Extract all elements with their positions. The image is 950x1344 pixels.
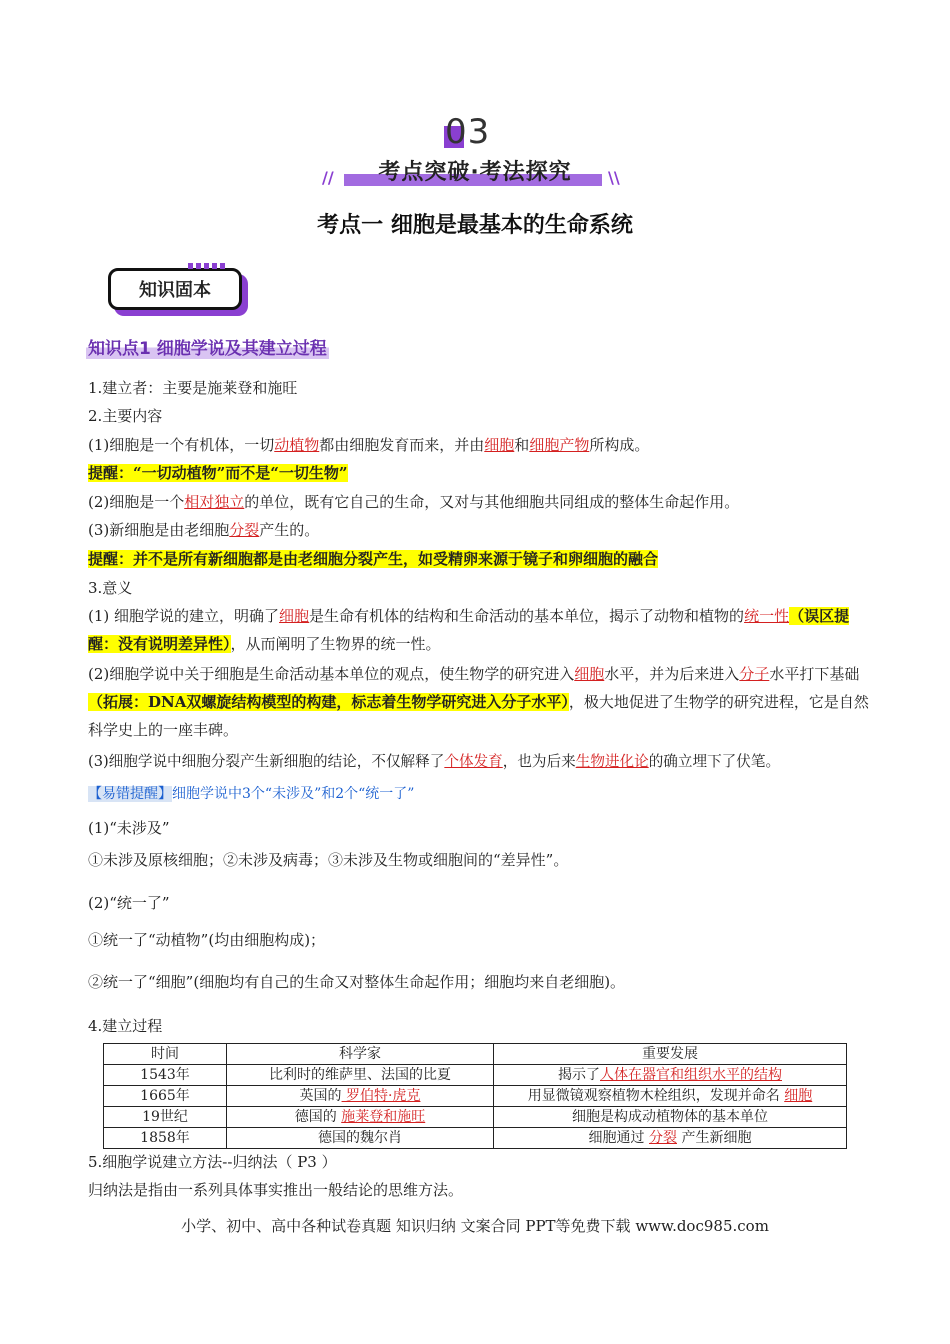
text-line: (1)“未涉及” — [88, 819, 170, 837]
table-cell: 细胞是构成动植物体的基本单位 — [494, 1107, 847, 1128]
section-badge-label: 知识固本 — [139, 280, 211, 301]
table-row — [104, 1086, 847, 1107]
text-line: ①未涉及原核细胞；②未涉及病毒；③未涉及生物或细胞间的“差异性”。 — [88, 851, 569, 869]
text-line: (3)新细胞是由老细胞分裂产生的。 — [88, 521, 320, 539]
answer-blank: 人体在器官和组织水平的结构 — [600, 1067, 782, 1083]
answer-blank: 施莱登和施旺 — [341, 1109, 426, 1125]
paragraph: (2)细胞学说中关于细胞是生命活动基本单位的观点，使生物学的研究进入细胞水平，并为后来进入分子水平打下基础（拓展：DNA双螺旋结构模型的构建，标志着生物学研究进入分子水平），极大地促进了生物学的研究进程，它是自然科学史上的一座丰碑。 — [88, 665, 869, 739]
banner-right-slash-icon: \\ — [608, 168, 620, 187]
text-line: (1)细胞是一个有机体，一切动植物都由细胞发育而来，并由细胞和细胞产物所构成。 — [88, 436, 650, 454]
paragraph: (1) 细胞学说的建立，明确了细胞是生命有机体的结构和生命活动的基本单位，揭示了动物和植物的统一性（误区提醒：没有说明差异性），从而阐明了生物界的统一性。 — [88, 607, 850, 653]
table-cell: 德国的 施莱登和施旺 — [227, 1107, 494, 1128]
history-table — [103, 1043, 847, 1149]
text-line: ①统一了“动植物”(均由细胞构成)； — [88, 931, 326, 949]
page-title: 考点一 细胞是最基本的生命系统 — [317, 213, 633, 238]
text-line: 归纳法是指由一系列具体事实推出一般结论的思维方法。 — [88, 1181, 464, 1199]
page-footer: 小学、初中、高中各种试卷真题 知识归纳 文案合同 PPT等免费下载 www.doc985.com — [181, 1217, 769, 1235]
table-cell: 用显微镜观察植物木栓组织，发现并命名 细胞 — [494, 1086, 847, 1107]
answer-blank: 分裂 — [229, 521, 260, 539]
answer-blank: 生物进化论 — [575, 753, 649, 770]
text-line: (2)细胞是一个相对独立的单位，既有它自己的生命，又对与其他细胞共同组成的整体生命起作用。 — [88, 493, 740, 511]
answer-blank: 细胞 — [784, 1088, 813, 1104]
text-line: 5.细胞学说建立方法--归纳法（ P3 ） — [88, 1153, 337, 1171]
text-line: (2)“统一了” — [88, 894, 170, 912]
answer-blank: 细胞 — [279, 607, 310, 625]
table-header: 科学家 — [227, 1044, 494, 1065]
table-cell: 德国的魏尔肖 — [227, 1128, 494, 1149]
banner-title: 考点突破·考法探究 — [378, 160, 572, 185]
table-cell: 细胞通过 分裂 产生新细胞 — [494, 1128, 847, 1149]
tip-line: 提醒：“一切动植物”而不是“一切生物” — [88, 464, 348, 482]
section-number: 03 — [445, 112, 491, 152]
table-row — [104, 1107, 847, 1128]
table-cell: 1665年 — [104, 1086, 227, 1107]
table-cell: 1858年 — [104, 1128, 227, 1149]
answer-blank: 细胞产物 — [529, 436, 590, 454]
tip-line: 提醒：并不是所有新细胞都是由老细胞分裂产生，如受精卵来源于镜子和卵细胞的融合 — [88, 550, 659, 568]
error-reminder: 【易错提醒】细胞学说中3个“未涉及”和2个“统一了” — [88, 786, 415, 802]
table-cell: 英国的 罗伯特·虎克 — [227, 1086, 494, 1107]
table-cell: 揭示了人体在器官和组织水平的结构 — [494, 1065, 847, 1086]
text-line: ②统一了“细胞”(细胞均有自己的生命又对整体生命起作用；细胞均来自老细胞)。 — [88, 973, 626, 991]
answer-blank: 个体发育 — [444, 753, 503, 770]
paragraph: (3)细胞学说中细胞分裂产生新细胞的结论，不仅解释了个体发育，也为后来生物进化论的确立埋下了伏笔。 — [88, 753, 781, 770]
table-cell: 19世纪 — [104, 1107, 227, 1128]
answer-blank: 统一性 — [744, 607, 790, 625]
table-cell: 1543年 — [104, 1065, 227, 1086]
table-header: 重要发展 — [494, 1044, 847, 1065]
answer-blank: 分子 — [739, 665, 770, 683]
table-header-row — [104, 1044, 847, 1065]
knowledge-point-heading: 知识点1 细胞学说及其建立过程 — [86, 334, 329, 359]
text-line: 3.意义 — [88, 579, 133, 597]
badge-dots-icon — [188, 262, 228, 270]
table-row — [104, 1065, 847, 1086]
answer-blank: 相对独立 — [184, 493, 245, 511]
text-line: 1.建立者：主要是施莱登和施旺 — [88, 379, 298, 397]
text-line: 4.建立过程 — [88, 1017, 163, 1035]
answer-blank: 细胞 — [574, 665, 605, 683]
table-cell: 比利时的维萨里、法国的比夏 — [227, 1065, 494, 1086]
table-row — [104, 1128, 847, 1149]
banner-left-slash-icon: // — [322, 168, 334, 187]
text-line: 2.主要内容 — [88, 407, 163, 425]
answer-blank: 细胞 — [484, 436, 515, 454]
answer-blank: 动植物 — [274, 436, 320, 454]
table-header: 时间 — [104, 1044, 227, 1065]
answer-blank: 分裂 — [649, 1130, 677, 1146]
answer-blank: 罗伯特·虎克 — [341, 1088, 421, 1104]
error-reminder-tag: 【易错提醒】 — [88, 786, 172, 802]
